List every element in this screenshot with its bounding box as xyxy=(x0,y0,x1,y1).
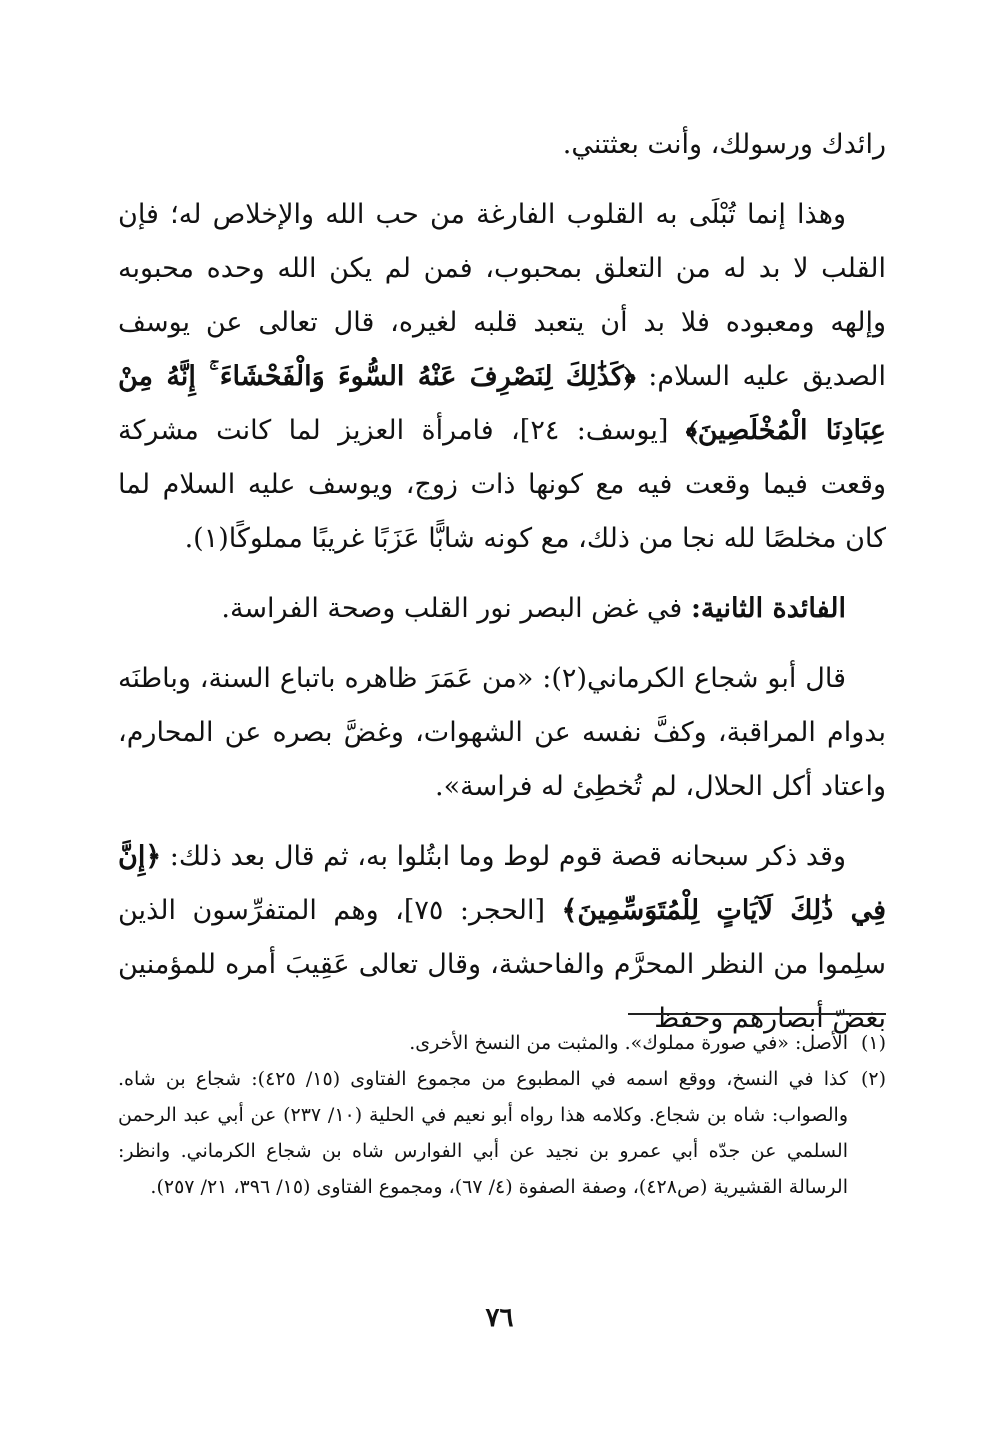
paragraph-2-text: وهذا إنما تُبْلَى به القلوب الفارغة من حب الله والإخلاص له؛ فإن القلب لا بد له من التعلق بمحبوب، فمن لم يكن الله وحده محبوبه وإلهه ومعبوده فلا بد أن يتعبد قلبه لغيره، قال تعالى عن يوسف الصديق عليه السلام: xyxy=(118,199,887,392)
footnote-text: كذا في النسخ، ووقع اسمه في المطبوع من مجموع الفتاوى (١٥/ ٤٢٥): شجاع بن شاه. والصواب: شاه بن شجاع. وكلامه هذا رواه أبو نعيم في الحلية (١٠/ ٢٣٧) عن أبي عبد الرحمن السلمي عن جدّه أبي عمرو بن نجيد عن أبي الفوارس شاه بن شجاع الكرماني. وانظر: الرسالة القشيرية (ص٤٢٨)، وصفة الصفوة (٤/ ٦٧)، ومجموع الفتاوى (١٥/ ٣٩٦، ٢١/ ٢٥٧). xyxy=(118,1068,849,1198)
section-heading xyxy=(118,582,886,636)
section-heading-label: الفائدة الثانية: xyxy=(690,593,846,624)
paragraph-4: قال أبو شجاع الكرماني(٢): «من عَمَرَ ظاهره باتباع السنة، وباطنَه بدوام المراقبة، وكفَّ نفسه عن الشهوات، وغضَّ بصره عن المحارم، واعتاد أكل الحلال، لم تُخطِئ له فراسة». xyxy=(118,663,886,802)
footnote-number: (١) xyxy=(860,1032,886,1054)
paragraph-5-text: وقد ذكر سبحانه قصة قوم لوط وما ابتُلوا به، ثم قال بعد ذلك: xyxy=(169,841,846,872)
paragraph-2 xyxy=(118,188,886,566)
paragraph-1: رائدك ورسولك، وأنت بعثتني. xyxy=(562,129,886,160)
footnote-separator xyxy=(628,1013,886,1015)
footnotes xyxy=(118,1025,886,1205)
main-text xyxy=(118,118,886,1062)
quran-verse-yusuf: ﴿كَذَٰلِكَ لِنَصْرِفَ عَنْهُ السُّوءَ وَالْفَحْشَاءَ ۚ إِنَّهُ مِنْ عِبَادِنَا الْمُخْلَصِينَ﴾ xyxy=(118,361,886,446)
footnote-2 xyxy=(118,1061,886,1205)
footnote-1 xyxy=(118,1025,886,1061)
quran-verse-hijr: ﴿إِنَّ فِي ذَٰلِكَ لَآيَاتٍ لِلْمُتَوَسِّمِينَ﴾ xyxy=(118,841,887,926)
page-number: ٧٦ xyxy=(485,1303,514,1333)
footnote-number: (٢) xyxy=(860,1068,886,1090)
paragraph-5-continuation: [الحجر: ٧٥]، وهم المتفرِّسون الذين سلِموا من النظر المحرَّم والفاحشة، وقال تعالى عَقِيبَ أمره للمؤمنين بغضّ أبصارهم وحفظ xyxy=(118,895,886,1034)
footnote-text: الأصل: «في صورة مملوك». والمثبت من النسخ الأخرى. xyxy=(409,1032,848,1054)
paragraph-2-continuation: [يوسف: ٢٤]، فامرأة العزيز لما كانت مشركة وقعت فيما وقعت فيه مع كونها ذات زوج، ويوسف عليه السلام لما كان مخلصًا لله نجا من ذلك، مع كونه شابًّا عَزَبًا غريبًا مملوكًا(١). xyxy=(118,415,886,554)
section-heading-text: في غض البصر نور القلب وصحة الفراسة. xyxy=(221,593,683,624)
